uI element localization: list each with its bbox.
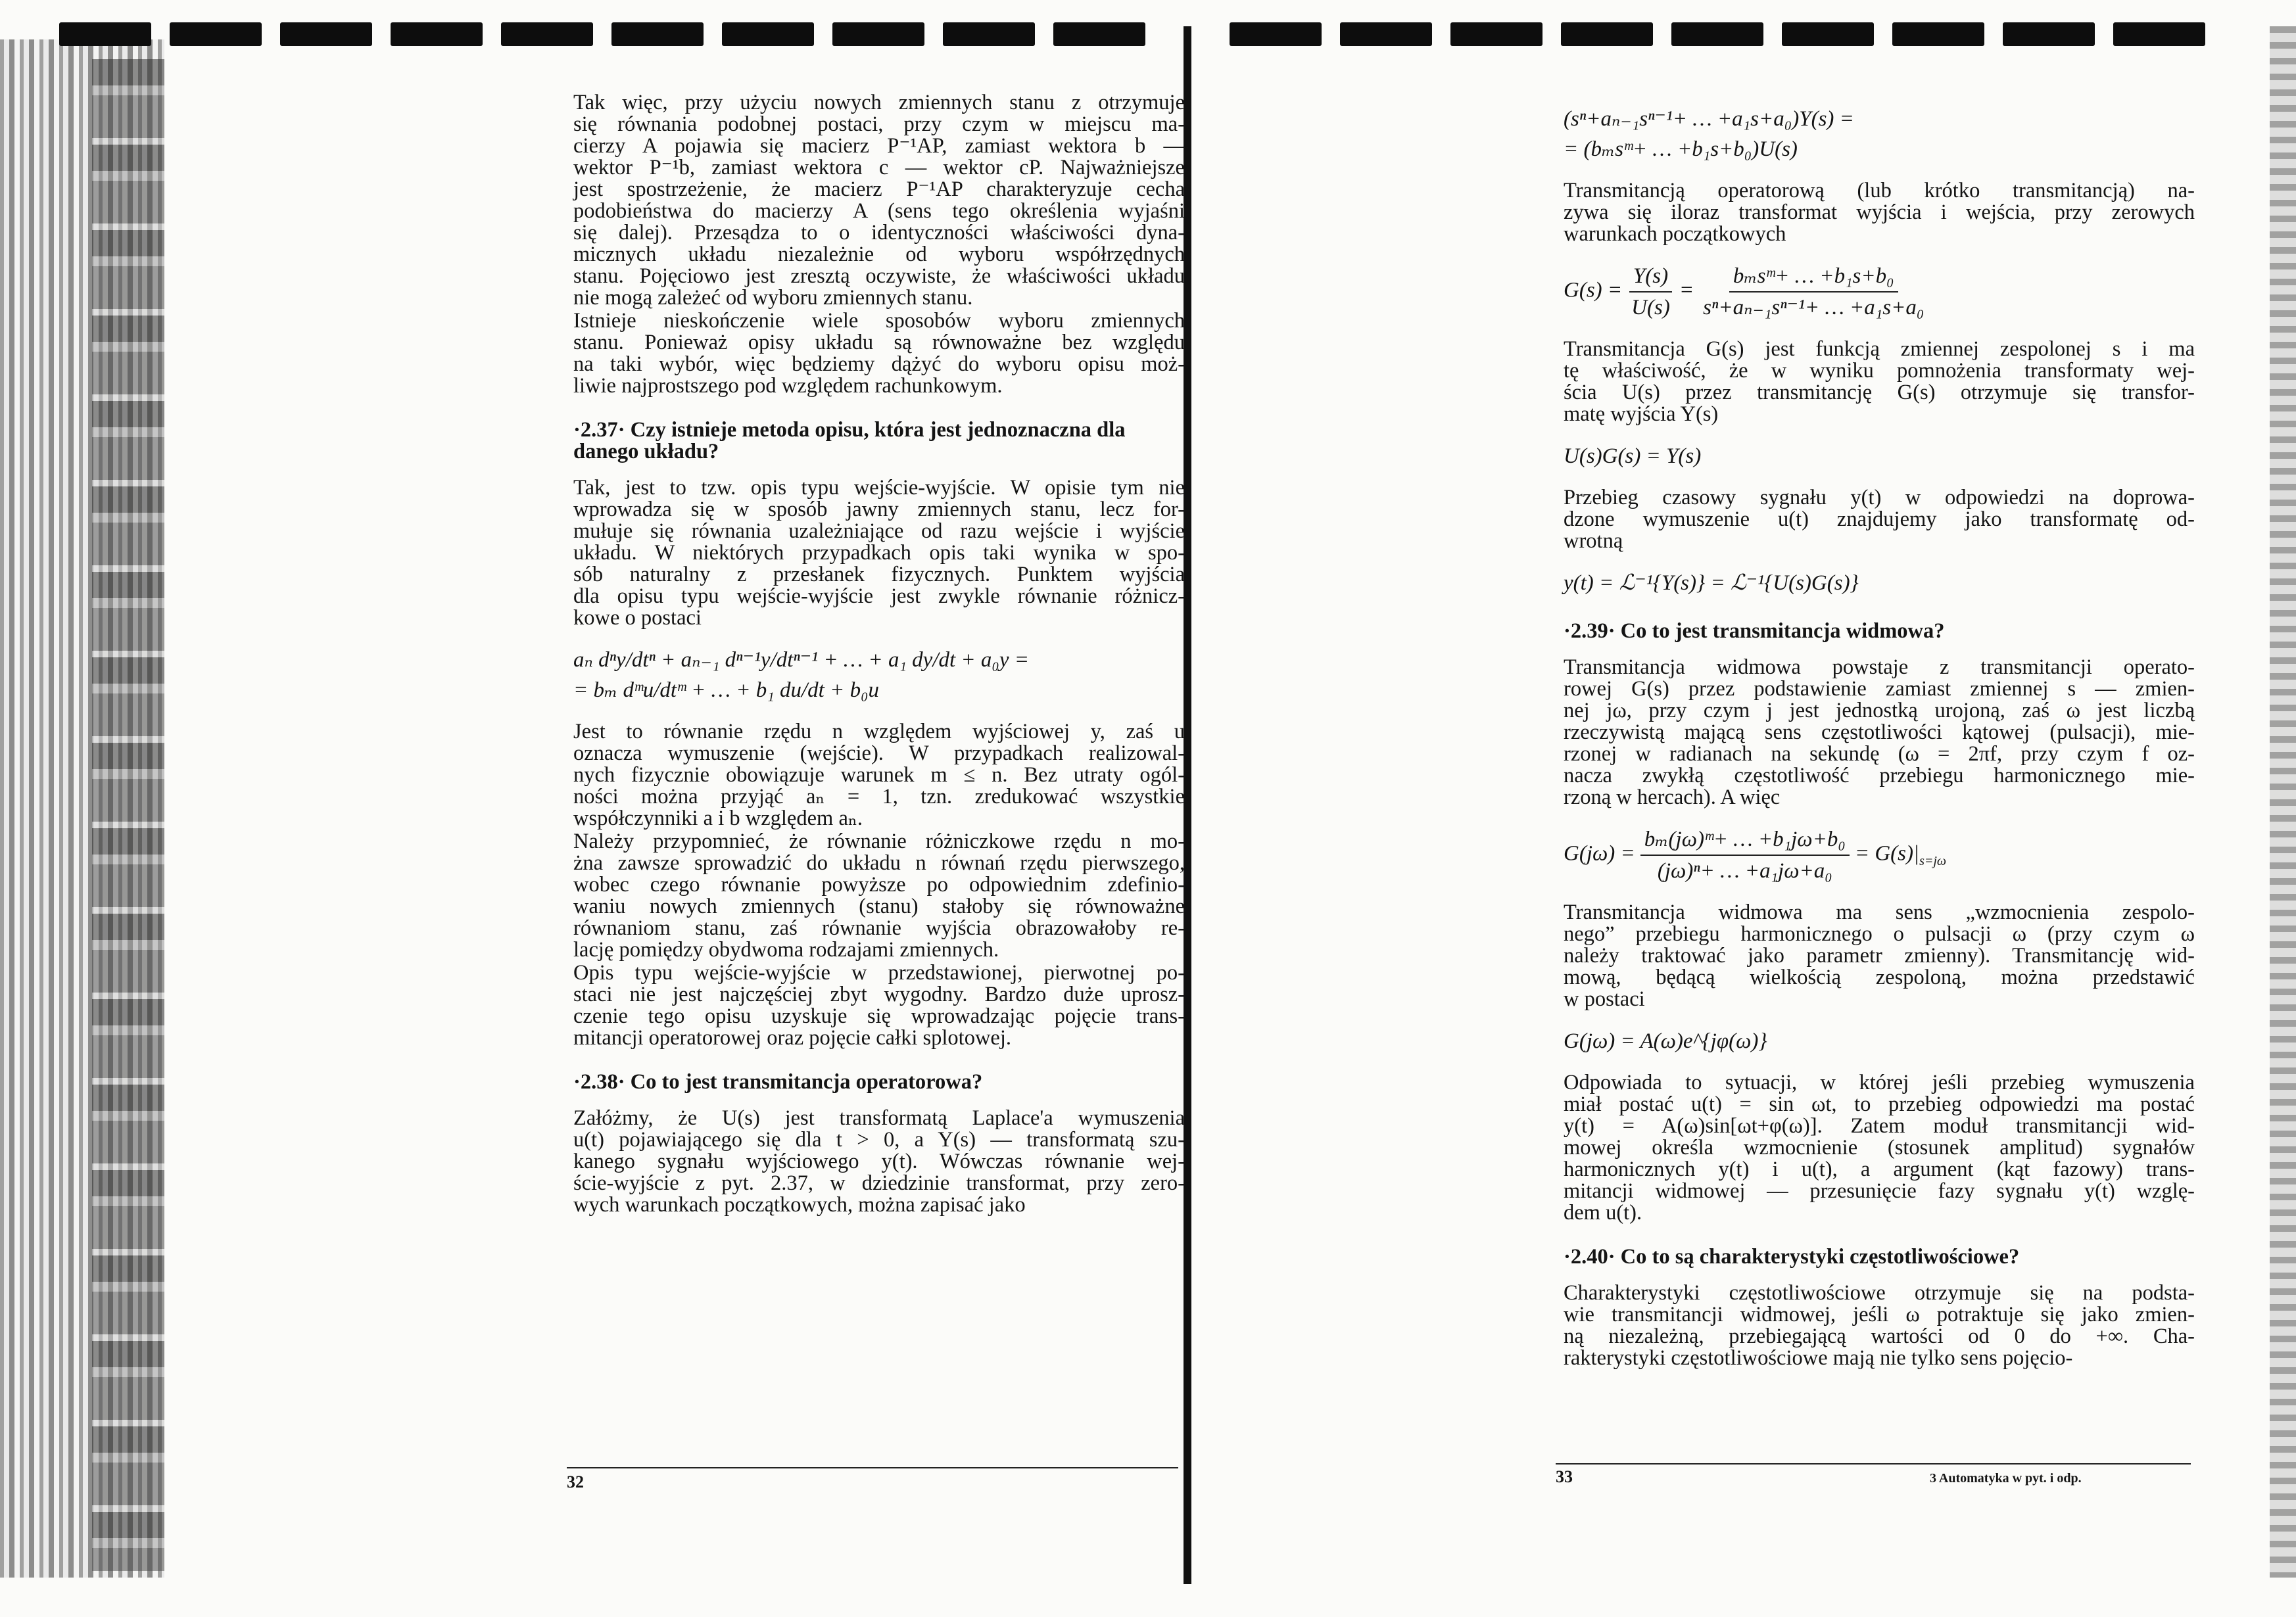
tape-piece — [2113, 22, 2205, 46]
equation-line: = (bₘsᵐ+ … +b₁s+b₀)U(s) — [1564, 137, 1798, 161]
text-line: w postaci — [1564, 987, 1645, 1011]
text-line: Tak, jest to tzw. opis typu wejście-wyjście. W opisie tym nie — [573, 476, 1185, 500]
text-line: na taki wybór, więc będziemy dążyć do wyboru opisu moż- — [573, 352, 1185, 376]
right-page-edge — [2270, 26, 2296, 1578]
text-line: Należy przypomnieć, że równanie różniczkowe rzędu n mo- — [573, 830, 1185, 853]
text-line: matę wyjścia Y(s) — [1564, 402, 1719, 426]
equation — [1564, 441, 2195, 471]
text-line: ·2.37· Czy istnieje metoda opisu, która jest jednoznaczna dla — [573, 418, 1126, 442]
equation — [1564, 1026, 2195, 1056]
text-line: ście-wyjście z pyt. 2.37, w dziedzinie transformat, przy zero- — [573, 1171, 1185, 1195]
tape-piece — [1561, 22, 1653, 46]
tape-piece — [1671, 22, 1763, 46]
fraction-formula — [1564, 261, 2195, 323]
text-line: rzonej w radianach na sekundę (ω = 2πf, przy czym f oz- — [1564, 742, 2195, 766]
tape-piece — [943, 22, 1035, 46]
text-line: współczynniki a i b względem aₙ. — [573, 807, 863, 830]
formula-subscript: s=jω — [1919, 854, 1947, 869]
text-line: oznacza wymuszenie (wejście). W przypadkach realizowal- — [573, 741, 1185, 765]
equation-line: y(t) = ℒ⁻¹{Y(s)} = ℒ⁻¹{U(s)G(s)} — [1564, 571, 1859, 595]
formula-prefix: G(jω) = — [1564, 841, 1635, 866]
text-line: wektor P⁻¹b, zamiast wektora c — wektor cP. Najważniejsze — [573, 156, 1185, 179]
text-line: liwie najprostszego pod względem rachunkowym. — [573, 374, 1003, 398]
text-line: równaniom stanu, zaś równanie wyjścia obrazowałoby re- — [573, 916, 1185, 940]
text-line: harmonicznych y(t) i u(t), a argument (kąt fazowy) trans- — [1564, 1158, 2195, 1181]
text-line: nego” przebiegu harmonicznego o pulsacji ω (przy czym ω — [1564, 922, 2195, 946]
text-line: mitancji widmowej — przesunięcie fazy sygnału y(t) wzglę- — [1564, 1179, 2195, 1203]
text-line: rakterystyki częstotliwościowe mają nie tylko sens pojęcio- — [1564, 1346, 2073, 1370]
text-line: ·2.40· Co to są charakterystyki częstotliwościowe? — [1564, 1245, 2020, 1269]
text-line: Załóżmy, że U(s) jest transformatą Laplace'a wymuszenia — [573, 1106, 1185, 1130]
tape-piece — [280, 22, 372, 46]
tape-piece — [722, 22, 814, 46]
text-line: rzeczywistą mającą sens częstotliwości kątowej (pulsacji), mie- — [1564, 720, 2195, 744]
tape-piece — [1892, 22, 1984, 46]
text-line: miał postać u(t) = sin ωt, to przebieg odpowiedzi ma postać — [1564, 1092, 2195, 1116]
tape-piece — [391, 22, 483, 46]
text-line: nacza zwykłą częstotliwość przebiegu harmonicznego mie- — [1564, 764, 2195, 787]
text-line: czenie tego opisu uzyskuje się wprowadzając pojęcie trans- — [573, 1004, 1185, 1028]
question-heading — [573, 1071, 1185, 1093]
right-footer-rule — [1556, 1463, 2191, 1465]
text-line: należy traktować jako parametr zmienny). Transmitancję wid- — [1564, 944, 2195, 968]
tape-piece — [611, 22, 704, 46]
tape-piece — [1053, 22, 1145, 46]
tape-piece — [2003, 22, 2095, 46]
formula-prefix: G(s) = — [1564, 278, 1623, 302]
text-line: się równania podobnej postaci, przy czym w miejscu ma- — [573, 112, 1185, 136]
text-line: dem u(t). — [1564, 1201, 1642, 1225]
tape-piece — [170, 22, 262, 46]
text-line: Opis typu wejście-wyjście w przedstawionej, pierwotnej po- — [573, 961, 1185, 985]
text-line: Charakterystyki częstotliwościowe otrzymuje się na podsta- — [1564, 1281, 2195, 1305]
paragraph — [1564, 902, 2195, 1010]
text-line: danego układu? — [573, 440, 719, 463]
paragraph — [1564, 1282, 2195, 1369]
text-line: Transmitancja widmowa ma sens „wzmocnienia zespolo- — [1564, 901, 2195, 924]
fraction-denominator: (jω)ⁿ+ … +a₁jω+a₀ — [1657, 859, 1832, 883]
text-line: Odpowiada to sytuacji, w której jeśli przebieg wymuszenia — [1564, 1071, 2195, 1094]
text-line: rowej G(s) przez podstawienie zamiast zmiennej s — zmien- — [1564, 677, 2195, 701]
text-line: u(t) pojawiającego się dla t > 0, a Y(s) — transformatą szu- — [573, 1128, 1185, 1152]
text-line: nie mogą zależeć od wyboru zmiennych stanu. — [573, 286, 973, 310]
equation-line: U(s)G(s) = Y(s) — [1564, 444, 1702, 468]
question-heading — [573, 419, 1185, 463]
question-heading — [1564, 621, 2195, 642]
book-binding-edge — [92, 59, 164, 1571]
equation — [1564, 104, 2195, 164]
equation-line: G(jω) = A(ω)e^{jφ(ω)} — [1564, 1029, 1767, 1053]
text-line: Transmitancja G(s) jest funkcją zmiennej zespolonej s i ma — [1564, 337, 2195, 361]
text-line: kowe o postaci — [573, 606, 702, 630]
paragraph — [1564, 180, 2195, 245]
text-line: rzoną w hercach). A więc — [1564, 785, 1781, 809]
text-line: ności można przyjąć aₙ = 1, tzn. zredukować wszystkie — [573, 785, 1185, 808]
text-line: lację pomiędzy obydwoma rodzajami zmiennych. — [573, 938, 999, 962]
paragraph — [1564, 657, 2195, 808]
tape-piece — [1782, 22, 1874, 46]
paragraph — [573, 477, 1185, 629]
text-line: waniu nowych zmiennych (stanu) stałoby się równoważne — [573, 895, 1185, 918]
formula-middle: = — [1679, 278, 1694, 302]
tape-piece — [1340, 22, 1432, 46]
text-line: ·2.38· Co to jest transmitancja operatorowa? — [573, 1070, 983, 1094]
paragraph — [573, 310, 1185, 397]
text-line: stanu. Pojęciowo jest zresztą oczywiste, że właściwości układu — [573, 264, 1185, 288]
text-line: ·2.39· Co to jest transmitancja widmowa? — [1564, 619, 1945, 643]
text-line: ną niezależną, przebiegającą wartości od 0 do +∞. Cha- — [1564, 1324, 2195, 1348]
text-line: wrotną — [1564, 529, 1623, 553]
fraction-numerator: Y(s) — [1629, 261, 1672, 293]
text-line: mową, będącą wielkością zespoloną, można przedstawić — [1564, 966, 2195, 989]
text-line: układu. W niektórych przypadkach opis taki wynika w spo- — [573, 541, 1185, 565]
tape-piece — [501, 22, 593, 46]
text-line: się dalej). Przesądza to o identyczności właściwości dyna- — [573, 221, 1185, 245]
text-line: wprowadza się w sposób jawny zmiennych stanu, lecz for- — [573, 498, 1185, 521]
equation-line: aₙ dⁿy/dtⁿ + aₙ₋₁ dⁿ⁻¹y/dtⁿ⁻¹ + … + a₁ dy/dt + a₀y = — [573, 648, 1030, 672]
text-line: Jest to równanie rzędu n względem wyjściowej y, zaś u — [573, 720, 1185, 743]
text-line: staci nie jest najczęściej zbyt wygodny. Bardzo duże uprosz- — [573, 983, 1185, 1006]
right-page-number: 33 — [1556, 1467, 1573, 1486]
fraction-numerator: bₘ(jω)ᵐ+ … +b₁jω+b₀ — [1640, 824, 1850, 856]
text-line: ścia U(s) przez transmitancję G(s) otrzymuje się transfor- — [1564, 381, 2195, 404]
formula-middle: = G(s)| — [1854, 841, 1920, 866]
text-line: dla opisu typu wejście-wyjście jest zwykle równanie różnicz- — [573, 584, 1185, 608]
paragraph — [1564, 339, 2195, 425]
paragraph — [573, 1108, 1185, 1216]
tape-piece — [59, 22, 151, 46]
text-line: mułuje się równania uzależniające od razu wejście i wyjście — [573, 519, 1185, 543]
left-page-number: 32 — [567, 1472, 584, 1491]
text-line: podobieństwa do macierzy A (sens tego określenia wyjaśni — [573, 199, 1185, 223]
tape-piece — [832, 22, 924, 46]
paragraph — [573, 962, 1185, 1049]
paragraph — [1564, 487, 2195, 552]
fraction-denominator: sⁿ+aₙ₋₁sⁿ⁻¹+ … +a₁s+a₀ — [1703, 296, 1925, 319]
fraction-numerator: bₘsᵐ+ … +b₁s+b₀ — [1729, 261, 1898, 293]
footer-note: 3 Automatyka w pyt. i odp. — [1930, 1471, 2082, 1486]
text-line: mitancji operatorowej oraz pojęcie całki splotowej. — [573, 1026, 1011, 1050]
text-line: Istnieje nieskończenie wiele sposobów wyboru zmiennych — [573, 309, 1185, 333]
text-line: Przebieg czasowy sygnału y(t) w odpowiedzi na doprowa- — [1564, 486, 2195, 509]
text-line: Transmitancją operatorową (lub krótko transmitancją) na- — [1564, 179, 2195, 202]
text-line: nych fizycznie obowiązuje warunek m ≤ n. Bez utraty ogól- — [573, 763, 1185, 787]
fraction — [1627, 261, 1674, 323]
left-page-text — [573, 92, 1185, 1217]
paragraph — [573, 831, 1185, 961]
text-line: Transmitancja widmowa powstaje z transmitancji operato- — [1564, 655, 2195, 679]
text-line: tę właściwość, że w wyniku pomnożenia transformaty wej- — [1564, 359, 2195, 383]
question-heading — [1564, 1246, 2195, 1268]
text-line: y(t) = A(ω)sin[ωt+φ(ω)]. Zatem moduł transmitancji wid- — [1564, 1114, 2195, 1138]
fraction-formula — [1564, 824, 2195, 886]
paragraph — [1564, 1072, 2195, 1224]
text-line: mowej określa wzmocnienie (stosunek amplitud) sygnałów — [1564, 1136, 2195, 1160]
left-footer-rule — [567, 1467, 1178, 1468]
text-line: dzone wymuszenie u(t) znajdujemy jako transformatę od- — [1564, 507, 2195, 531]
text-line: żna zawsze sprowadzić do układu n równań rzędu pierwszego, — [573, 851, 1185, 875]
text-line: sób naturalny z przesłanek fizycznych. Punktem wyjścia — [573, 563, 1185, 586]
text-line: nej jω, przy czym j jest jednostką urojoną, zaś ω jest liczbą — [1564, 699, 2195, 722]
text-line: wie transmitancji widmowej, jeśli ω potraktuje się jako zmien- — [1564, 1303, 2195, 1326]
fraction-denominator: U(s) — [1631, 296, 1670, 319]
equation — [573, 645, 1185, 705]
equation-line: (sⁿ+aₙ₋₁sⁿ⁻¹+ … +a₁s+a₀)Y(s) = — [1564, 107, 1854, 131]
tape-piece — [1230, 22, 1322, 46]
text-line: Tak więc, przy użyciu nowych zmiennych stanu z otrzymuje — [573, 91, 1185, 114]
text-line: kanego sygnału wyjściowego y(t). Wówczas równanie wej- — [573, 1150, 1185, 1173]
tape-piece — [1450, 22, 1543, 46]
paragraph — [573, 721, 1185, 830]
text-line: jest spostrzeżenie, że macierz P⁻¹AP charakteryzuje cecha — [573, 177, 1185, 201]
text-line: zywa się iloraz transformat wyjścia i wejścia, przy zerowych — [1564, 200, 2195, 224]
text-line: wobec czego równanie powyższe po odpowiednim zdefinio- — [573, 873, 1185, 897]
fraction — [1640, 824, 1850, 886]
text-line: stanu. Ponieważ opisy układu są równoważne bez względu — [573, 331, 1185, 354]
right-page-text — [1564, 88, 2195, 1371]
paragraph — [573, 92, 1185, 309]
equation — [1564, 568, 2195, 598]
fraction — [1699, 261, 1928, 323]
text-line: wych warunkach początkowych, można zapisać jako — [573, 1193, 1026, 1217]
text-line: micznych układu niezależnie od wyboru współrzędnych — [573, 243, 1185, 266]
equation-line: = bₘ dᵐu/dtᵐ + … + b₁ du/dt + b₀u — [573, 678, 880, 702]
text-line: cierzy A pojawia się macierz P⁻¹AP, zamiast wektora b — — [573, 134, 1185, 158]
text-line: warunkach początkowych — [1564, 222, 1786, 246]
